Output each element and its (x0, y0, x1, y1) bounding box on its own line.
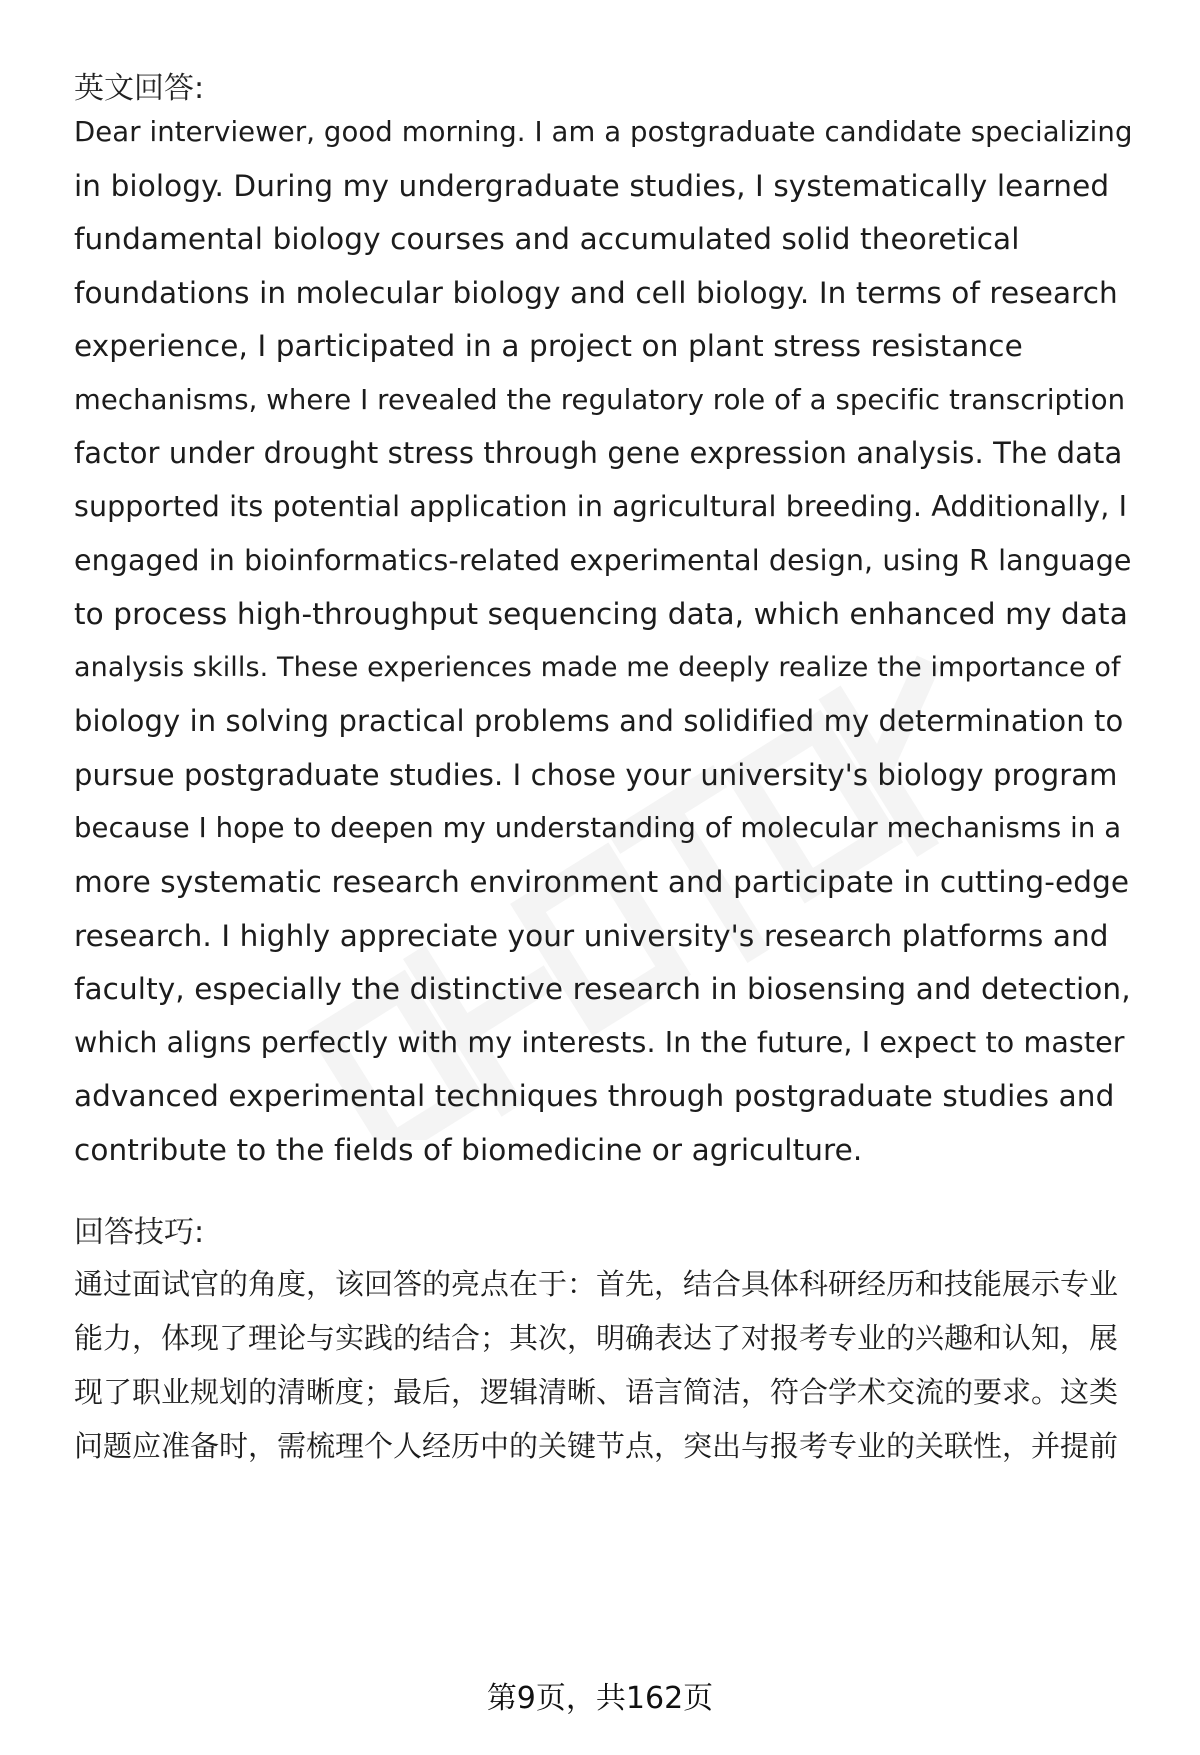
english-answer-heading: 英文回答: (74, 71, 205, 106)
answer-line: experience, I participated in a project on plant stress resistance (74, 329, 1023, 363)
answer-line: research. I highly appreciate your university's research platforms and (74, 919, 1109, 953)
answer-line: fundamental biology courses and accumulated solid theoretical (74, 222, 1020, 256)
answer-line: to process high-throughput sequencing data, which enhanced my data (74, 597, 1128, 631)
tips-line: 通过面试官的角度，该回答的亮点在于：首先，结合具体科研经历和技能展示专业 (74, 1267, 1119, 1301)
answer-line: which aligns perfectly with my interests. In the future, I expect to master (74, 1026, 1125, 1059)
answer-line: more systematic research environment and participate in cutting-edge (74, 865, 1130, 899)
tips-line: 问题应准备时，需梳理个人经历中的关键节点，突出与报考专业的关联性，并提前 (74, 1429, 1119, 1463)
answer-line: faculty, especially the distinctive research in biosensing and detection, (74, 972, 1131, 1006)
page-number: 第9页，共162页 (486, 1681, 714, 1716)
answer-line: contribute to the fields of biomedicine or agriculture. (74, 1133, 863, 1167)
answer-line: pursue postgraduate studies. I chose your university's biology program (74, 758, 1118, 792)
answer-line: in biology. During my undergraduate studies, I systematically learned (74, 169, 1110, 203)
tips-line: 现了职业规划的清晰度；最后，逻辑清晰、语言简洁，符合学术交流的要求。这类 (74, 1375, 1119, 1409)
answer-line: foundations in molecular biology and cell biology. In terms of research (74, 276, 1118, 310)
answer-line: advanced experimental techniques through postgraduate studies and (74, 1079, 1115, 1113)
answer-line: engaged in bioinformatics-related experimental design, using R language (74, 544, 1132, 577)
answer-line: because I hope to deepen my understanding of molecular mechanisms in a (74, 812, 1122, 844)
answer-line: Dear interviewer, good morning. I am a postgraduate candidate specializing (74, 116, 1133, 148)
answer-line: analysis skills. These experiences made me deeply realize the importance of (74, 652, 1121, 683)
answer-line: factor under drought stress through gene expression analysis. The data (74, 436, 1123, 470)
tips-line: 能力，体现了理论与实践的结合；其次，明确表达了对报考专业的兴趣和认知，展 (74, 1321, 1119, 1355)
answer-line: biology in solving practical problems and solidified my determination to (74, 704, 1124, 738)
answer-line: mechanisms, where I revealed the regulatory role of a specific transcription (74, 384, 1126, 416)
answer-line: supported its potential application in agricultural breeding. Additionally, I (74, 490, 1128, 523)
tips-heading: 回答技巧: (74, 1215, 205, 1250)
